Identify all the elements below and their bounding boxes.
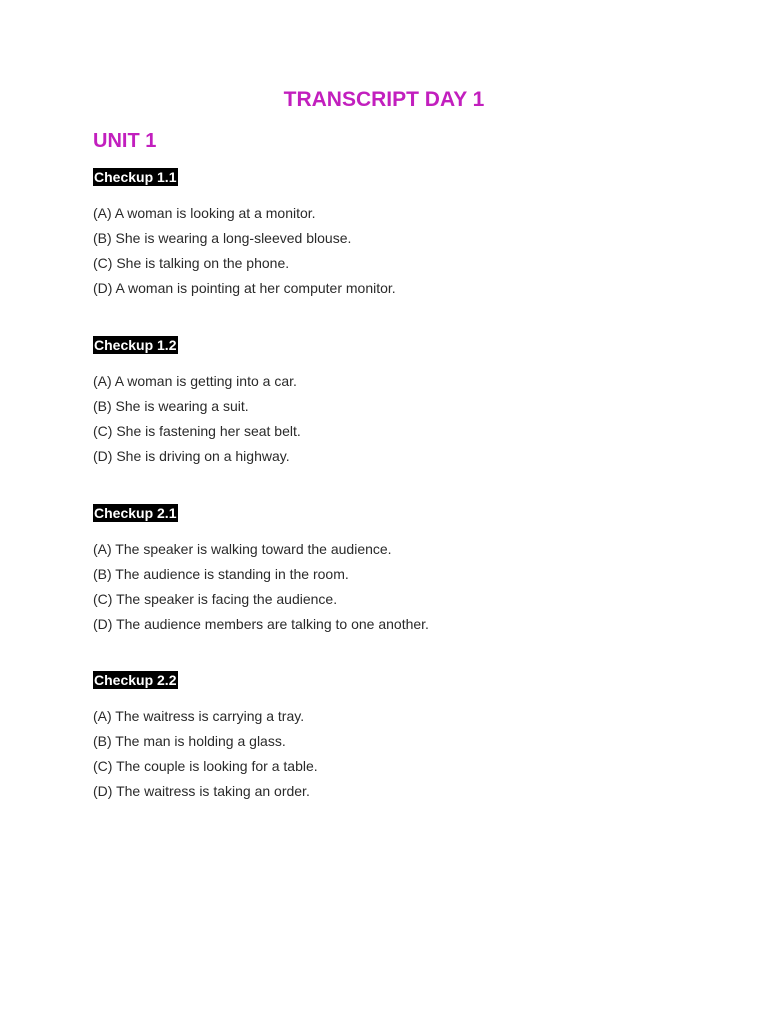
answer-option: (B) The audience is standing in the room. <box>93 566 349 582</box>
checkup-label: Checkup 2.1 <box>94 505 177 521</box>
unit-heading: UNIT 1 <box>93 130 157 152</box>
checkup-label: Checkup 1.1 <box>94 169 177 185</box>
checkup-label: Checkup 1.2 <box>94 337 177 353</box>
answer-option: (A) A woman is getting into a car. <box>93 373 297 389</box>
answer-option: (C) The couple is looking for a table. <box>93 758 318 774</box>
answer-option: (B) The man is holding a glass. <box>93 733 286 749</box>
checkup-label: Checkup 2.2 <box>94 672 177 688</box>
answer-option: (C) The speaker is facing the audience. <box>93 591 338 607</box>
answer-option: (A) The waitress is carrying a tray. <box>93 708 305 724</box>
answer-options <box>93 369 713 469</box>
answer-options <box>93 201 713 301</box>
answer-options <box>93 704 713 804</box>
checkup-section <box>93 504 713 637</box>
answer-option: (D) She is driving on a highway. <box>93 448 290 464</box>
answer-option: (A) The speaker is walking toward the audience. <box>93 541 392 557</box>
answer-option: (D) The audience members are talking to one another. <box>93 616 429 632</box>
answer-option: (C) She is fastening her seat belt. <box>93 423 301 439</box>
answer-option: (A) A woman is looking at a monitor. <box>93 205 316 221</box>
answer-option: (D) The waitress is taking an order. <box>93 783 310 799</box>
answer-option: (D) A woman is pointing at her computer monitor. <box>93 280 396 296</box>
answer-option: (B) She is wearing a long-sleeved blouse. <box>93 230 352 246</box>
document-title: TRANSCRIPT DAY 1 <box>283 88 485 111</box>
checkup-section <box>93 168 713 301</box>
checkup-section <box>93 671 713 804</box>
answer-option: (C) She is talking on the phone. <box>93 255 290 271</box>
checkup-section <box>93 336 713 469</box>
answer-options <box>93 537 713 637</box>
answer-option: (B) She is wearing a suit. <box>93 398 249 414</box>
